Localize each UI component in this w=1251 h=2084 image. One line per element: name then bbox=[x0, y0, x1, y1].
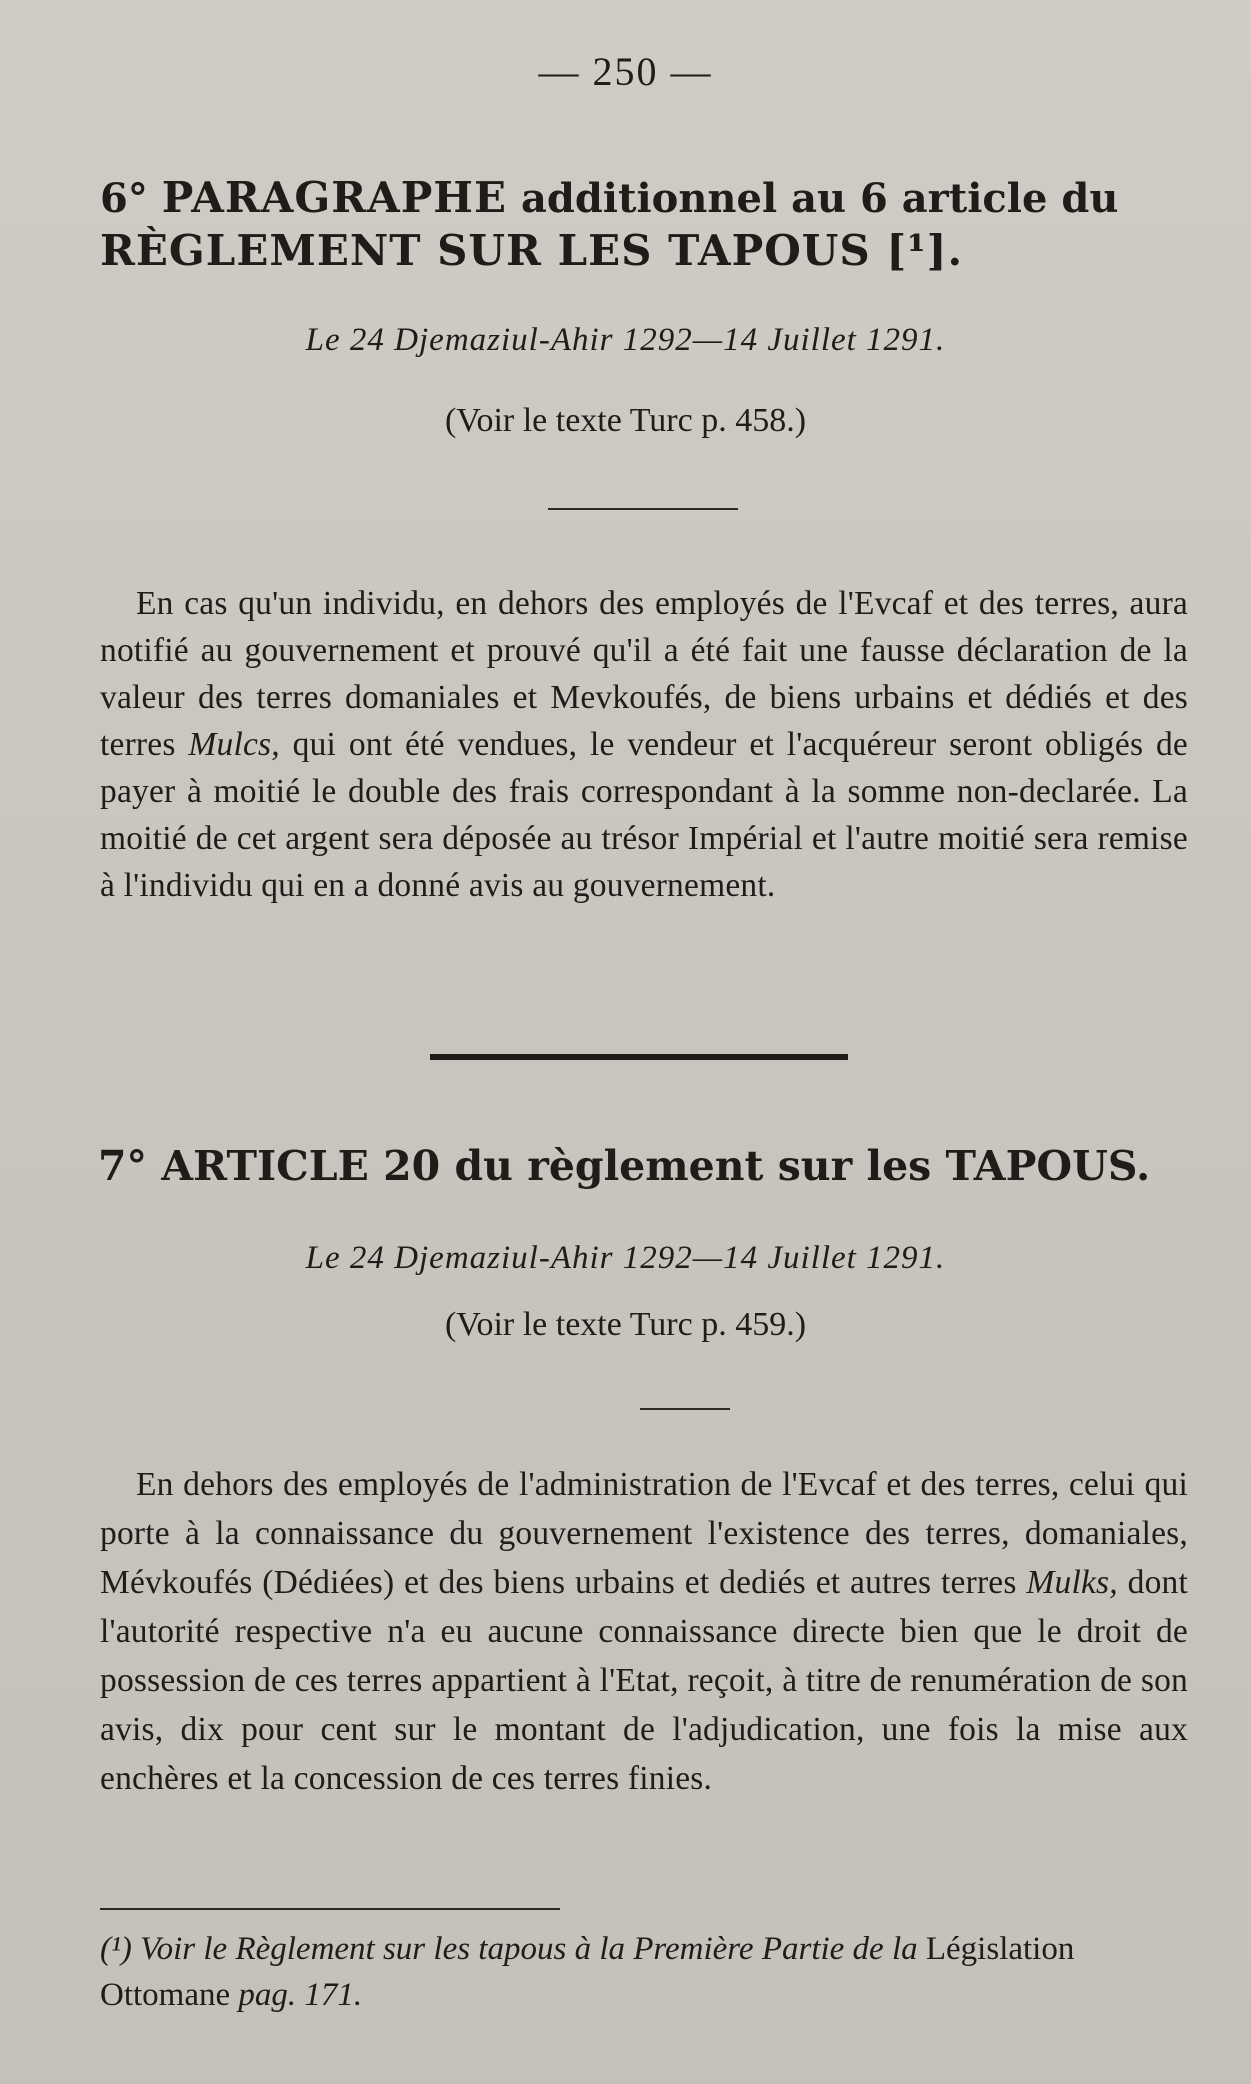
section6-body-italic: Mulcs, bbox=[188, 726, 280, 763]
section7-heading: 7° ARTICLE 20 du règlement sur les TAPOUS. bbox=[98, 1142, 1151, 1190]
section6-separator bbox=[548, 508, 738, 510]
footnote-page-ref: pag. 171. bbox=[230, 1977, 363, 2013]
footnote-source: Législation Ottomane bbox=[100, 1931, 1075, 2013]
section6-body bbox=[100, 580, 1188, 909]
section6-heading-rest: additionnel au 6 article du bbox=[507, 175, 1119, 222]
section6-body-text-2: qui ont été vendues, le vendeur et l'acquéreur seront obligés de payer à moitié le double des frais correspondant à la somme non-declarée. La moitié de cet argent sera déposée au trésor Impérial et l'autre moitié sera remise à l'individu qui en a donné avis au gouvernement. bbox=[100, 726, 1188, 904]
footnote-text: Voir le Règlement sur les tapous à la Première Partie de la bbox=[131, 1931, 926, 1967]
page-number: — 250 — bbox=[538, 49, 713, 94]
section-divider bbox=[430, 1054, 848, 1060]
section6-number: 6° bbox=[100, 175, 162, 222]
section6-heading bbox=[100, 172, 1180, 277]
section7-reference: (Voir le texte Turc p. 459.) bbox=[444, 1306, 807, 1343]
section7-body-text-2: dont l'autorité respective n'a eu aucune connaissance directe bien que le droit de possession de ces terres appartient à l'Etat, reçoit, à titre de renumération de son avis, dix pour cent sur le montant de l'adjudication, une fois la mise aux enchères et la concession de ces terres finies. bbox=[100, 1564, 1188, 1797]
footnote bbox=[100, 1926, 1190, 2018]
footnote-rule bbox=[100, 1908, 560, 1910]
section7-separator bbox=[640, 1408, 730, 1410]
section7-body-text-1: En dehors des employés de l'administration de l'Evcaf et des terres, celui qui porte à la connaissance du gouvernement l'existence des terres, domaniales, Mévkoufés (Dédiées) et des biens urbains et dediés et autres terres bbox=[100, 1466, 1188, 1601]
footnote-marker: (¹) bbox=[100, 1931, 132, 1967]
section6-heading-keyword: PARAGRAPHE bbox=[161, 173, 508, 222]
section6-date: Le 24 Djemaziul-Ahir 1292—14 Juillet 1291. bbox=[305, 322, 946, 358]
section7-body-italic: Mulks, bbox=[1026, 1564, 1118, 1601]
section6-heading-line1 bbox=[100, 172, 1180, 225]
section6-body-text-1: En cas qu'un individu, en dehors des employés de l'Evcaf et des terres, aura notifié au gouvernement et prouvé qu'il a été fait une fausse déclaration de la valeur des terres domaniales et Mevkoufés, de biens urbains et dédiés et des terres bbox=[100, 585, 1188, 763]
section7-date: Le 24 Djemaziul-Ahir 1292—14 Juillet 1291. bbox=[305, 1240, 946, 1276]
section7-body bbox=[100, 1460, 1188, 1803]
section6-reference: (Voir le texte Turc p. 458.) bbox=[444, 402, 807, 439]
section6-heading-line2: RÈGLEMENT SUR LES TAPOUS [¹]. bbox=[100, 226, 964, 275]
